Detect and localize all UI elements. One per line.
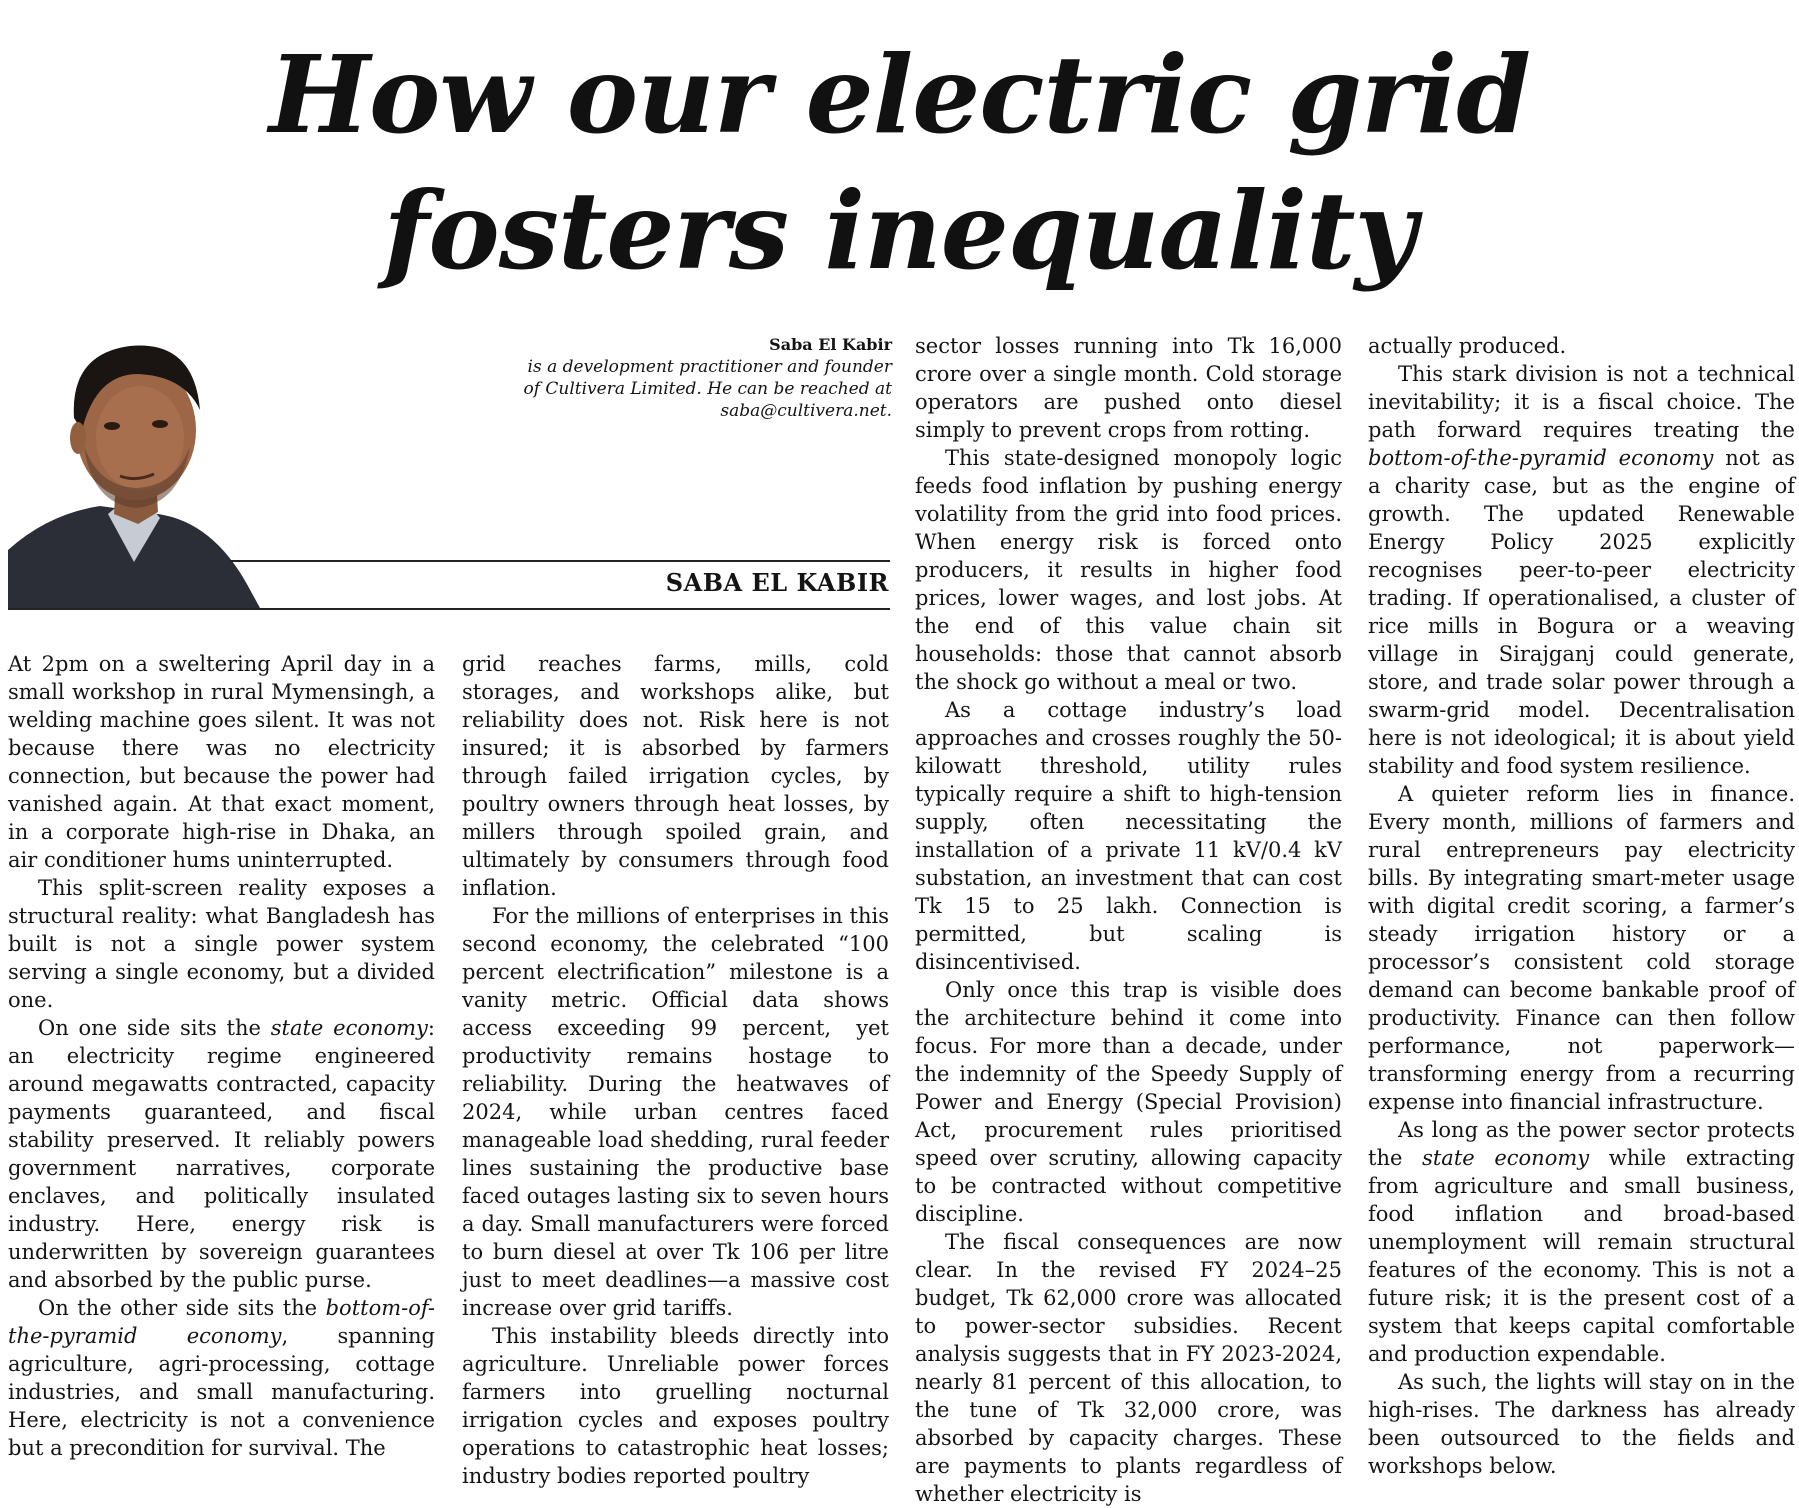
paragraph: As such, the lights will stay on in the high-rises. The darkness has already been outsourced to the fields and workshops below. — [1368, 1370, 1795, 1478]
author-bio-line-2: of Cultivera Limited. He can be reached at — [523, 379, 892, 399]
paragraph: A quieter reform lies in finance. Every month, millions of farmers and rural entrepreneurs pay electricity bills. By integrating smart-meter usage with digital credit scoring, a farmer’s steady irrigation history or a processor’s consistent cold storage demand can become bankable proof of productivity. Finance can then follow performance, not paperwork—transforming energy from a recurring expense into financial infrastructure. — [1368, 782, 1795, 1114]
article-column-4 — [1368, 332, 1795, 1480]
paragraph: This stark division is not a technical inevitability; it is a fiscal choice. The path forward requires treating the bottom-of-the-pyramid economy not as a charity case, but as the engine of growth. The updated Renewable Energy Policy 2025 explicitly recognises peer-to-peer electricity trading. If operationalised, a cluster of rice mills in Bogura or a weaving village in Sirajganj could generate, store, and trade solar power through a swarm-grid model. Decentralisation here is not ideological; it is about yield stability and food system resilience. — [1368, 362, 1795, 778]
paragraph: This instability bleeds directly into agriculture. Unreliable power forces farmers into gruelling nocturnal irrigation cycles and exposes poultry operations to catastrophic heat losses; industry bodies reported poultry — [462, 1324, 889, 1488]
author-bio-line-1: is a development practitioner and founder — [527, 357, 892, 377]
paragraph: This state-designed monopoly logic feeds food inflation by pushing energy volatility from the grid into food prices. When energy risk is forced onto producers, it results in higher food prices, lower wages, and lost jobs. At the end of this value chain sit households: those that cannot absorb the shock go without a meal or two. — [915, 446, 1342, 694]
headline-line-2: fosters inequality — [383, 169, 1416, 294]
paragraph: The fiscal consequences are now clear. In the revised FY 2024–25 budget, Tk 62,000 crore was allocated to power-sector subsidies. Recent analysis suggests that in FY 2023-2024, nearly 81 percent of this allocation, to the tune of Tk 32,000 crore, was absorbed by capacity charges. These are payments to plants regardless of whether electricity is — [915, 1230, 1342, 1506]
paragraph: As long as the power sector protects the state economy while extracting from agriculture and small business, food inflation and broad-based unemployment will remain structural features of the economy. This is not a future risk; it is the present cost of a system that keeps capital comfortable and production expendable. — [1368, 1118, 1795, 1366]
author-name: Saba El Kabir — [769, 335, 892, 354]
paragraph: grid reaches farms, mills, cold storages, and workshops alike, but reliability does not. Risk here is not insured; it is absorbed by farmers through failed irrigation cycles, by poultry owners through heat losses, by millers through spoiled grain, and ultimately by consumers through food inflation. — [462, 652, 889, 900]
byline: SABA EL KABIR — [665, 568, 889, 597]
paragraph: At 2pm on a sweltering April day in a small workshop in rural Mymensingh, a welding machine goes silent. It was not because there was no electricity connection, but because the power had vanished again. At that exact moment, in a corporate high-rise in Dhaka, an air conditioner hums uninterrupted. — [8, 652, 435, 872]
paragraph: sector losses running into Tk 16,000 crore over a single month. Cold storage operators are pushed onto diesel simply to prevent crops from rotting. — [915, 334, 1342, 442]
headline-line-1: How our electric grid — [268, 33, 1531, 158]
article-column-2 — [462, 650, 889, 1490]
author-bio — [472, 334, 892, 422]
paragraph: This split-screen reality exposes a structural reality: what Bangladesh has built is not a single power system serving a single economy, but a divided one. — [8, 876, 435, 1012]
article-column-1 — [8, 650, 435, 1462]
paragraph: On one side sits the state economy: an electricity regime engineered around megawatts contracted, capacity payments guaranteed, and fiscal stability preserved. It reliably powers government narratives, corporate enclaves, and politically insulated industry. Here, energy risk is underwritten by sovereign guarantees and absorbed by the public purse. — [8, 1016, 435, 1292]
byline-rule-bottom — [8, 608, 890, 610]
paragraph: On the other side sits the bottom-of-the-pyramid economy, spanning agriculture, agri-processing, cottage industries, and small manufacturing. Here, electricity is not a convenience but a precondition for survival. The — [8, 1296, 435, 1460]
paragraph: As a cottage industry’s load approaches and crosses roughly the 50-kilowatt threshold, utility rules typically require a shift to high-tension supply, often necessitating the installation of a private 11 kV/0.4 kV substation, an investment that can cost Tk 15 to 25 lakh. Connection is permitted, but scaling is disincentivised. — [915, 698, 1342, 974]
byline-rule-top — [230, 560, 890, 562]
author-photo — [8, 318, 260, 608]
author-email: saba@cultivera.net. — [720, 401, 892, 421]
paragraph: Only once this trap is visible does the architecture behind it come into focus. For more than a decade, under the indemnity of the Speedy Supply of Power and Energy (Special Provision) Act, procurement rules prioritised speed over scrutiny, allowing capacity to be contracted without competitive discipline. — [915, 978, 1342, 1226]
paragraph: For the millions of enterprises in this second economy, the celebrated “100 percent electrification” milestone is a vanity metric. Official data shows access exceeding 99 percent, yet productivity remains hostage to reliability. During the heatwaves of 2024, while urban centres faced manageable load shedding, rural feeder lines sustaining the productive base faced outages lasting six to seven hours a day. Small manufacturers were forced to burn diesel at over Tk 106 per litre just to meet deadlines—a massive cost increase over grid tariffs. — [462, 904, 889, 1320]
headline — [0, 28, 1799, 300]
paragraph: actually produced. — [1368, 334, 1567, 358]
article-column-3 — [915, 332, 1342, 1508]
